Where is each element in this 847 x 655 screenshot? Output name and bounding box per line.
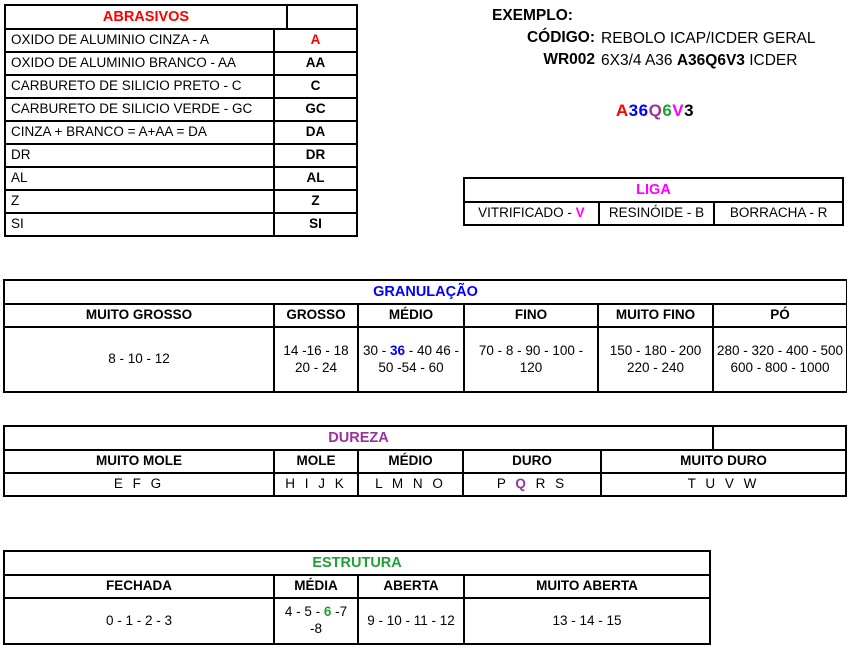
granulacao-data-row xyxy=(4,327,847,392)
codigo-value: REBOLO ICAP/ICDER GERAL xyxy=(601,30,816,47)
table-row xyxy=(5,144,357,167)
column-header: MUITO DURO xyxy=(601,450,846,473)
colored-code: A36Q6V3 xyxy=(615,101,695,120)
table-row xyxy=(5,190,357,213)
abrasivo-label: OXIDO DE ALUMINIO CINZA - A xyxy=(5,29,274,52)
grain-range: 150 - 180 - 200 220 - 240 xyxy=(598,327,713,392)
estrutura-table xyxy=(3,550,711,645)
structure-range: 9 - 10 - 11 - 12 xyxy=(358,598,464,644)
structure-range: 4 - 5 - 6 -7 -8 xyxy=(274,598,358,644)
liga-title-row xyxy=(464,178,843,202)
abrasivo-label: DR xyxy=(5,144,274,167)
column-header: MÉDIA xyxy=(274,575,358,598)
column-header: MÉDIO xyxy=(358,450,463,473)
wr002-value: 6X3/4 A36 A36Q6V3 ICDER xyxy=(601,52,798,69)
liga-cell: BORRACHA - R xyxy=(714,202,843,225)
dureza-table xyxy=(3,425,847,497)
column-header: MUITO ABERTA xyxy=(464,575,710,598)
estrutura-data-row xyxy=(4,598,710,644)
granulacao-header-row xyxy=(4,304,847,327)
table-row xyxy=(5,121,357,144)
abrasivo-label: CINZA + BRANCO = A+AA = DA xyxy=(5,121,274,144)
estrutura-title: ESTRUTURA xyxy=(4,551,710,575)
column-header: MUITO FINO xyxy=(598,304,713,327)
wr002-label: WR002 xyxy=(543,51,595,68)
table-row xyxy=(5,98,357,121)
dureza-title-empty-cell xyxy=(713,426,846,450)
column-header: DURO xyxy=(463,450,601,473)
abrasivos-title-row xyxy=(5,5,357,29)
hardness-letters: L M N O xyxy=(358,473,463,496)
column-header: MOLE xyxy=(274,450,358,473)
column-header: MUITO GROSSO xyxy=(4,304,274,327)
dureza-title-row xyxy=(4,426,846,450)
table-row xyxy=(5,75,357,98)
granulacao-title-row xyxy=(4,280,847,304)
hardness-letters: P Q R S xyxy=(463,473,601,496)
estrutura-header-row xyxy=(4,575,710,598)
liga-table xyxy=(463,177,844,226)
table-row xyxy=(5,167,357,190)
abrasivo-code: A xyxy=(274,29,357,52)
column-header: ABERTA xyxy=(358,575,464,598)
abrasivo-code: AA xyxy=(274,52,357,75)
abrasivo-code: GC xyxy=(274,98,357,121)
grain-range: 8 - 10 - 12 xyxy=(4,327,274,392)
abrasivo-label: CARBURETO DE SILICIO VERDE - GC xyxy=(5,98,274,121)
abrasivo-code: DR xyxy=(274,144,357,167)
abrasivo-code: DA xyxy=(274,121,357,144)
hardness-letters: T U V W xyxy=(601,473,846,496)
grain-range: 280 - 320 - 400 - 500 600 - 800 - 1000 xyxy=(713,327,847,392)
column-header: PÓ xyxy=(713,304,847,327)
grain-range: 30 - 36 - 40 46 - 50 -54 - 60 xyxy=(358,327,464,392)
column-header: MÉDIO xyxy=(358,304,464,327)
granulacao-table xyxy=(3,279,847,393)
abrasivo-code: AL xyxy=(274,167,357,190)
table-row xyxy=(464,202,843,225)
abrasivo-code: C xyxy=(274,75,357,98)
column-header: FINO xyxy=(464,304,598,327)
grain-range: 70 - 8 - 90 - 100 - 120 xyxy=(464,327,598,392)
abrasivo-label: CARBURETO DE SILICIO PRETO - C xyxy=(5,75,274,98)
exemplo-heading: EXEMPLO: xyxy=(492,7,573,24)
hardness-letters: E F G xyxy=(4,473,274,496)
table-row xyxy=(5,52,357,75)
abrasivos-title-empty-cell xyxy=(287,5,357,29)
column-header: GROSSO xyxy=(274,304,358,327)
table-row xyxy=(5,213,357,236)
abrasivo-code: SI xyxy=(274,213,357,236)
liga-title: LIGA xyxy=(464,178,843,202)
dureza-header-row xyxy=(4,450,846,473)
dureza-data-row xyxy=(4,473,846,496)
table-row xyxy=(5,29,357,52)
grain-range: 14 -16 - 18 20 - 24 xyxy=(274,327,358,392)
column-header: MUITO MOLE xyxy=(4,450,274,473)
abrasivos-table xyxy=(4,4,358,237)
dureza-title: DUREZA xyxy=(4,426,713,450)
abrasivo-label: SI xyxy=(5,213,274,236)
liga-cell: VITRIFICADO - V xyxy=(464,202,599,225)
abrasivo-label: OXIDO DE ALUMINIO BRANCO - AA xyxy=(5,52,274,75)
abrasivo-code: Z xyxy=(274,190,357,213)
liga-cell: RESINÓIDE - B xyxy=(599,202,715,225)
column-header: FECHADA xyxy=(4,575,274,598)
abrasivo-label: Z xyxy=(5,190,274,213)
codigo-label: CÓDIGO: xyxy=(526,29,595,46)
estrutura-title-row xyxy=(4,551,710,575)
abrasivos-title: ABRASIVOS xyxy=(5,5,287,29)
granulacao-title: GRANULAÇÃO xyxy=(4,280,847,304)
structure-range: 0 - 1 - 2 - 3 xyxy=(4,598,274,644)
structure-range: 13 - 14 - 15 xyxy=(464,598,710,644)
abrasivo-label: AL xyxy=(5,167,274,190)
hardness-letters: H I J K xyxy=(274,473,358,496)
